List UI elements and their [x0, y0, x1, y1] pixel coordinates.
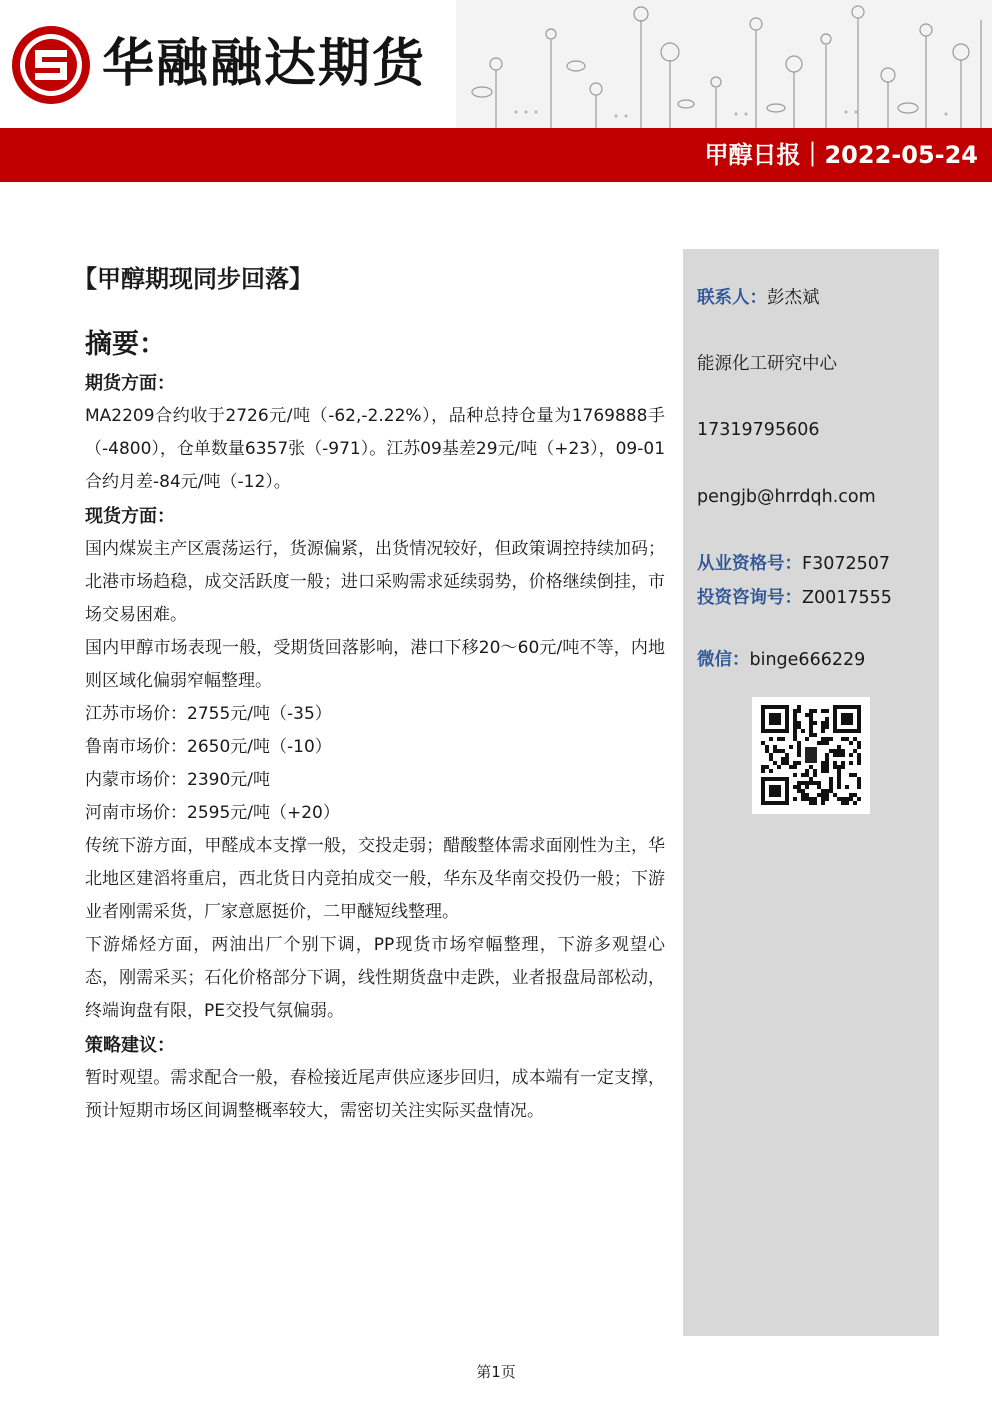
paragraph: 国内煤炭主产区震荡运行，货源偏紧，出货情况较好，但政策调控持续加码；北港市场趋稳，成交活跃度一般；进口采购需求延续弱势，价格继续倒挂，市场交易困难。	[85, 539, 665, 625]
paragraph: MA2209合约收于2726元/吨（-62,-2.22%），品种总持仓量为1769888手（-4800），仓单数量6357张（-971）。江苏09基差29元/吨（+23），09-01合约月差-84元/吨（-12）。	[85, 406, 666, 492]
advisory-number: Z0017555	[802, 588, 892, 608]
wechat-label: 微信：	[697, 650, 750, 670]
main-content	[73, 250, 666, 1128]
qualification-label: 从业资格号：	[697, 554, 802, 574]
qualification-number: F3072507	[802, 554, 891, 574]
section-title-futures: 期货方面：	[85, 373, 175, 394]
qualification	[697, 551, 890, 577]
phone: 17319795606	[697, 420, 820, 440]
wechat-id: binge666229	[749, 650, 866, 670]
email[interactable]: pengjb@hrrdqh.com	[697, 487, 876, 507]
price-line: 内蒙市场价：2390元/吨	[85, 770, 270, 790]
page-number: 第1页	[476, 1363, 516, 1381]
paragraph: 传统下游方面，甲醛成本支撑一般，交投走弱；醋酸整体需求面刚性为主，华北地区建滔将重启，西北货日内竞拍成交一般，华东及华南交投仍一般；下游业者刚需采货，厂家意愿挺价，二甲醚短线整理。	[85, 836, 665, 922]
contact-name: 彭杰斌	[767, 288, 820, 308]
price-line: 河南市场价：2595元/吨（+20）	[85, 803, 340, 823]
paragraph: 国内甲醇市场表现一般，受期货回落影响，港口下移20～60元/吨不等，内地则区域化偏弱窄幅整理。	[85, 638, 665, 691]
decorative-pattern	[456, 0, 992, 128]
paragraph: 下游烯烃方面，两油出厂个别下调，PP现货市场窄幅整理，下游多观望心态，刚需采买；石化价格部分下调，线性期货盘中走跌，业者报盘局部松动，终端询盘有限，PE交投气氛偏弱。	[85, 935, 665, 1021]
report-title: 甲醇日报｜2022-05-24	[704, 141, 978, 169]
section-title-strategy: 策略建议：	[85, 1035, 175, 1056]
wechat	[697, 647, 865, 673]
advisory-label: 投资咨询号：	[697, 588, 802, 608]
report-headline: 【甲醇期现同步回落】	[73, 265, 313, 293]
contact-person	[697, 285, 820, 311]
company-name: 华融融达期货	[102, 34, 427, 94]
price-line: 鲁南市场价：2650元/吨（-10）	[85, 737, 332, 757]
page-header	[0, 0, 992, 182]
contact-sidebar	[683, 249, 939, 1336]
section-title-spot: 现货方面：	[85, 506, 175, 527]
department: 能源化工研究中心	[697, 354, 837, 374]
advisory	[697, 585, 892, 611]
price-line: 江苏市场价：2755元/吨（-35）	[85, 704, 332, 724]
paragraph: 暂时观望。需求配合一般，春检接近尾声供应逐步回归，成本端有一定支撑，预计短期市场区间调整概率较大，需密切关注实际买盘情况。	[85, 1068, 665, 1121]
qr-code-icon	[752, 697, 870, 814]
contact-label: 联系人：	[697, 288, 767, 308]
company-logo-icon	[10, 24, 92, 106]
abstract-title: 摘要：	[85, 329, 166, 360]
